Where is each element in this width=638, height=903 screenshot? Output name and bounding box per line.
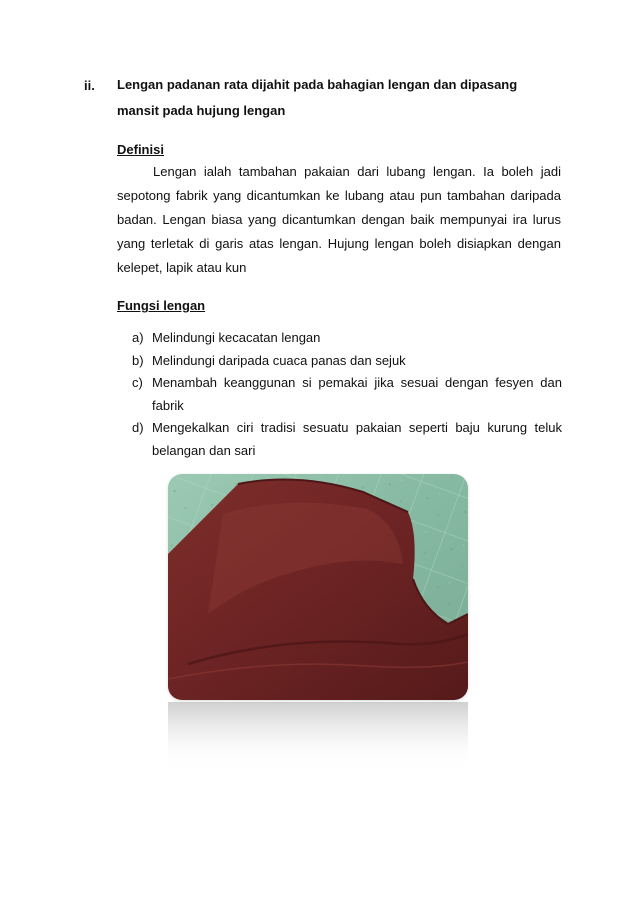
list-item-text: Melindungi daripada cuaca panas dan sejuk — [152, 352, 406, 368]
list-marker: a) — [132, 330, 144, 345]
list-item-text: Mengekalkan ciri tradisi sesuatu pakaian seperti baju kurung teluk belangan dan sari — [152, 420, 562, 458]
fungsi-title: Fungsi lengan — [117, 298, 206, 313]
list-item — [132, 350, 562, 373]
sleeve-photo-illustration — [168, 474, 468, 700]
list-item — [132, 372, 562, 417]
list-item-text: Melindungi kecacatan lengan — [152, 330, 321, 345]
list-item-text: Menambah keanggunan si pemakai jika sesuai dengan fesyen dan fabrik — [152, 375, 562, 413]
section-heading: Lengan padanan rata dijahit pada bahagian lengan dan dipasang mansit pada hujung lengan — [117, 77, 518, 118]
definisi-title: Definisi — [117, 142, 164, 157]
list-item — [132, 327, 562, 350]
photo-reflection — [168, 702, 468, 772]
definisi-paragraph: Lengan ialah tambahan pakaian dari lubang lengan. Ia boleh jadi sepotong fabrik yang dicantumkan ke lubang atau pun tambahan daripada badan. Lengan biasa yang dicantumkan dengan baik mempunyai ira lurus yang terletak di garis atas lengan. Hujung lengan boleh disiapkan dengan kelepet, lapik atau kun — [117, 164, 561, 275]
sleeve-photo — [168, 474, 468, 700]
list-marker: c) — [132, 375, 143, 390]
list-marker: b) — [132, 352, 144, 368]
section-number: ii. — [84, 78, 95, 93]
list-item — [132, 417, 562, 462]
list-marker: d) — [132, 420, 144, 435]
fungsi-list — [132, 327, 562, 462]
